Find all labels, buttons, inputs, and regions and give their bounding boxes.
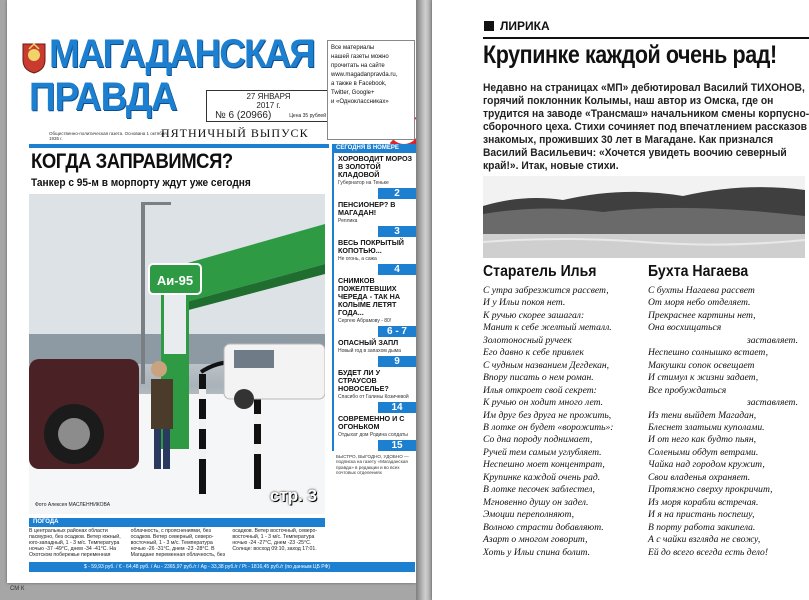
poem-line: Чайка над городом кружит, [648,459,765,471]
sidebar-item-title: СНИМКОВ ПОЖЕЛТЕВШИХ ЧЕРЕДА - ТАК НА КОЛЫМЕ ЛЕТЯТ ГОДА... [338,276,401,317]
sidebar-item-title: ОПАСНЫЙ ЗАПЛ [338,338,399,347]
sidebar-item[interactable] [332,337,416,367]
poem-title: Старатель Илья [483,263,597,280]
subscription-note: БЫСТРО, ВЫГОДНО, УДОБНО — подписка на газету «Магаданская правда» в редакции и во всех почтовых отделениях [336,454,409,476]
poem-line: заставляет. [746,397,798,409]
poem-line: заставляет. [746,334,798,346]
issue-number: № 6 (20966) [215,110,272,121]
sidebar-item-sub: Новый год в запахом дыма [338,348,401,354]
section-tag [484,19,550,33]
poem-line: Ей до всего всегда есть дело! [648,546,769,558]
sidebar-item-page: 9 [378,356,416,367]
sidebar-item-title: СОВРЕМЕННО И С ОГОНЬКОМ [338,414,405,431]
masthead [21,32,326,141]
poem-line: Макушки сопок освещает [648,359,755,371]
poem-line: И я на пристань поспешу, [648,509,755,521]
exchange-rates-strip: $ - 59,93 руб. / € - 64,48 руб. / Au - 2365,97 руб./г / Ag - 33,38 руб./г / Pt - 1816,45 руб./г (по данным ЦБ РФ) [29,562,415,572]
poem-line: В лотке он будет «ворожить»: [483,421,614,433]
sidebar-item[interactable] [332,275,416,337]
poem-line: В лотке песочек заблестел, [483,484,595,496]
weather-text: В центральных районах области пасмурно, без осадков. Ветер южный, юго-западный, 1 - 3 м/с. Температура ночью -37 -49°С, днем -34 -41°С. На Охотском побережье переменная облачность, с прояснениями, без осадков. Ветер северный, северо-восточный, 1 - 3 м/с. Температура ночью -26 -31°С, днем -23 -28°С. В Магадане переменная облачность, без осадков. Ветер восточный, северо-восточный, 1 - 3 м/с. Температура ночью -24 -27°С, днем -23 -25°С. Солнце: восход 09:10, заход 17:01. [29,528,318,558]
poem-line: Эмоции переполняют, [483,509,575,521]
in-this-issue-sidebar [332,144,416,562]
poem-line: Со дна породу поднимает, [483,434,593,446]
sidebar-item-page: 15 [378,440,416,451]
newspaper-title-line1: МАГАДАНСКАЯ [49,32,314,76]
poem-line: И у Ильи покоя нет. [483,297,566,309]
web-line: прочитать на сайте [331,63,385,69]
weather-header: ПОГОДА [29,518,325,527]
poem-line: Илья откроет свой секрет: [483,384,597,396]
web-line: Twitter, Google+ [331,90,375,96]
poem-line: Азарт о многом говорит, [483,534,588,546]
issue-date: 27 ЯНВАРЯ [246,92,291,101]
date-box [206,90,331,122]
sidebar-item-page: 4 [378,264,416,275]
web-line: и «Одноклассниках» [331,99,389,105]
poem-line: Им друг без друга не прожить, [483,409,612,421]
sidebar-item[interactable] [332,237,416,275]
sidebar-item[interactable] [332,199,416,237]
poem-line: Свои владенья охраняет. [648,471,751,483]
poem-line: Из моря корабли встречая. [648,496,759,508]
sidebar-item[interactable] [332,413,416,451]
poem-line: Мгновенно душу он задел. [483,496,589,508]
main-headline: КОГДА ЗАПРАВИМСЯ? [31,150,233,173]
sidebar-item-page: 14 [378,402,416,413]
poem-line: С бухты Нагаева рассвет [648,285,755,296]
poem-line: Манит к себе желтый металл. [483,322,612,334]
sidebar-item-page: 2 [378,188,416,199]
web-line: www.magadanpravda.ru, [331,72,398,78]
poem-text [648,285,798,559]
sidebar-item-title: ХОРОВОДИТ МОРОЗ В ЗОЛОТОЙ КЛАДОВОЙ [338,154,413,179]
poem-line: Золотоносный ручеек [483,334,572,346]
poem-line: Она восхищаться [648,322,722,334]
sidebar-item-sub: Реплика [338,218,358,224]
page-gutter [416,0,432,600]
website-promo-box [327,40,415,140]
sidebar-item-page: 6 - 7 [378,326,416,337]
web-line: Все материалы [331,45,375,51]
sidebar-item-title: ВЕСЬ ПОКРЫТЫЙ КОПОТЬЮ... [338,238,404,255]
poem-line: Прекраснее картины нет, [648,309,756,321]
poem-line: Волною страсти добавляют. [483,521,604,533]
square-bullet-icon [484,21,494,31]
issue-price: Цена 35 рублей [289,113,326,119]
issue-year: 2017 г. [256,101,281,110]
poem-line: Неспешно солнышко встает, [648,347,768,359]
sidebar-item-sub: Спасибо от Галины Козичевой [338,394,409,400]
web-line: а также в Facebook, [331,81,387,87]
divider [483,37,809,39]
poem-line: Солеными обдут ветрами. [648,446,759,458]
print-mark: СМ К [10,586,25,592]
poem-line: В порту работа закипела. [648,521,756,533]
section-name: ЛИРИКА [500,19,550,33]
newspaper-title-line2: ПРАВДА [29,75,177,119]
poem-line: Неспешно моет концентрат, [483,459,605,471]
sidebar-item-page: 3 [378,226,416,237]
landscape-illustration [483,176,805,258]
photo-illustration [29,194,325,514]
fuel-sign: Аи-95 [156,273,194,288]
poem-text [483,285,614,559]
sidebar-item-sub: Отдыхат дом Родина солдаты [338,432,408,438]
bay-landscape-photo [483,176,805,258]
sidebar-item-title: БУДЕТ ЛИ У СТРАУСОВ НОВОСЕЛЬЕ? [338,368,389,393]
web-line: нашей газеты можно [331,54,389,60]
poem-line: Все пробуждаться [648,384,727,396]
front-page[interactable] [7,0,416,583]
sidebar-header: СЕГОДНЯ В НОМЕРЕ [332,144,416,153]
main-subhead: Танкер с 95-м в морпорту ждут уже сегодня [31,177,251,189]
decorative-arc [384,109,416,149]
poem-line: Его давно к себе привлек [483,347,584,359]
poem-line: Ручей тем самым углубляет. [483,446,602,458]
sidebar-item-title: ПЕНСИОНЕР? В МАГАДАН! [338,200,396,217]
poem-line: И стимул к жизни задает, [648,372,759,384]
poem-line: К ручью он ходит много лет. [483,397,604,409]
sidebar-item-sub: Сергею Абрамову - 80! [338,318,392,324]
poem-line: Хоть у Ильи спина болит. [483,546,590,558]
poem-line: От моря небо отделяет. [648,297,751,309]
poem-title: Бухта Нагаева [648,263,749,280]
sidebar-item[interactable] [332,367,416,413]
article-lead: Недавно на страницах «МП» дебютировал Василий ТИХОНОВ, горячий поклонник Колымы, наш автор из Омска, где он трудится на заводе «Трансмаш» начальником смены корпусно-сборочного цеха. Стихи сочиняет под впечатлением рассказов знакомых, проживших 30 лет в Магадане. Как признался Василий Васильевич: «Хочется увидеть воочию северный край!». Итак, новые стихи. [483,82,809,172]
divider [29,144,329,148]
sidebar-item-sub: Губернатор на Теньке [338,180,389,186]
poem-line: К ручью скорее зашагал: [483,309,585,321]
poem-line: Протяжно сверху прокричит, [648,484,773,496]
poem-line: Впору писать о нем роман. [483,372,594,384]
poem-line: Крупинке каждой очень рад. [483,471,601,483]
page-reference[interactable]: стр. 3 [269,486,317,505]
lyrics-page[interactable] [432,0,809,600]
sidebar-item[interactable] [332,153,416,199]
poem-line: А с чайки взгляда не свожу, [648,534,761,546]
poem-line: С чудным названием Дегдекан, [483,359,610,371]
poem-line: Блеснет златыми куполами. [648,421,765,433]
poem-line: И от него как будто пьян, [648,434,757,446]
photo-credit: Фото Алексея МАСЛЕННИКОВА [35,502,111,508]
article-title: Крупинке каждой очень рад! [483,41,777,69]
coat-of-arms-icon [21,40,47,74]
poem-line: С утра забрезжится рассвет, [483,285,609,296]
poem-line: Из тени выйдет Магадан, [648,409,757,421]
sidebar-item-sub: Не огонь, а сажа [338,256,377,262]
gas-station-photo [29,194,325,514]
edition-label: ПЯТНИЧНЫЙ ВЫПУСК [161,126,309,140]
founder-note: Общественно-политическая газета. Основана 1 октября 1935 г. [49,131,167,141]
